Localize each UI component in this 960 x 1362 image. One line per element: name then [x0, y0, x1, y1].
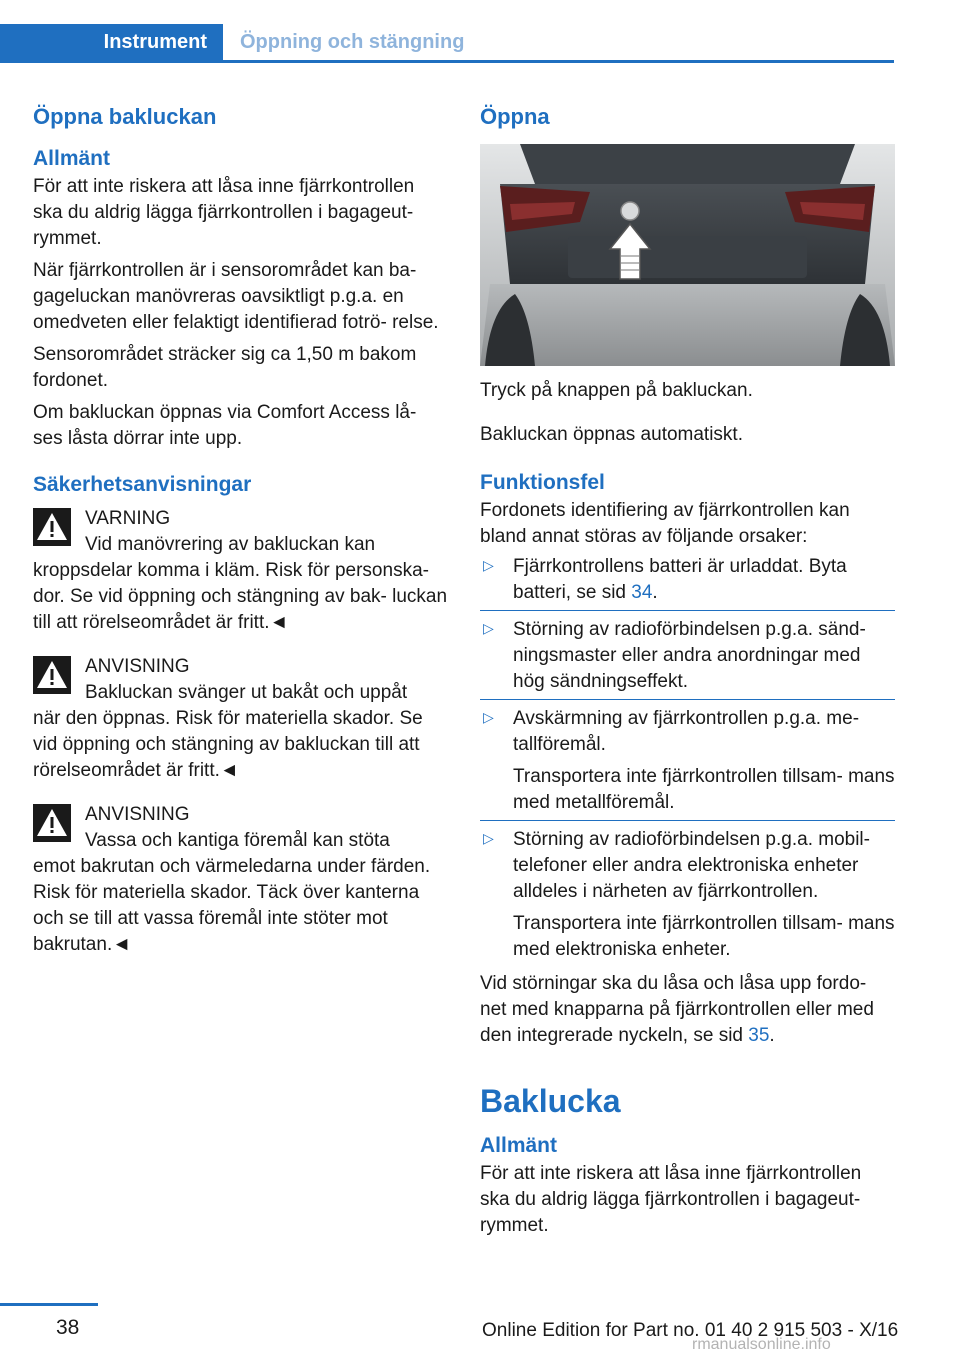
warning-block: [33, 506, 448, 636]
notice-block: [33, 802, 448, 958]
list-separator: [480, 610, 895, 611]
warning-text-line1: Vid manövrering av bakluckan kan: [85, 534, 376, 555]
bullet-triangle-icon: ▷: [483, 557, 494, 573]
header-bar: [0, 24, 894, 62]
tab-instrument[interactable]: Instrument: [0, 24, 223, 60]
list-item-text: Störning av radioförbindelsen p.g.a. mobil- telefoner eller andra elektroniska enheter alldeles i närheten av fjärrkontrollen.: [513, 829, 870, 902]
warning-triangle-icon: [33, 656, 71, 694]
tab-chapter[interactable]: Öppning och stängning: [240, 31, 465, 53]
paragraph: Tryck på knappen på bakluckan.: [480, 380, 753, 401]
notice-text: emot bakrutan och värmeledarna under färden. Risk för materiella skador. Täck över kanterna och se till att vassa föremål inte stöter mot bakrutan.◄: [33, 856, 431, 955]
list-separator: [480, 699, 895, 700]
paragraph: För att inte riskera att låsa inne fjärrkontrollen ska du aldrig lägga fjärrkontrollen i bagageut- rymmet.: [480, 1163, 862, 1236]
paragraph: För att inte riskera att låsa inne fjärrkontrollen ska du aldrig lägga fjärrkontrollen i bagageut- rymmet.: [33, 176, 415, 249]
subsection-title-general: Allmänt: [33, 147, 111, 170]
notice-label: ANVISNING: [85, 656, 190, 677]
list-item-text-main: Fjärrkontrollens batteri är urladdat. Byta batteri, se sid: [513, 556, 847, 603]
list-item: [480, 699, 895, 816]
subsection-title-general: Allmänt: [480, 1134, 558, 1157]
list-separator: [480, 820, 895, 821]
notice-text-line1: Vassa och kantiga föremål kan stöta: [85, 830, 390, 851]
right-column: [480, 100, 895, 1239]
list-item-text: Störning av radioförbindelsen p.g.a. sänd- ningsmaster eller andra anordningar med hög sändningseffekt.: [513, 619, 866, 692]
warning-text: kroppsdelar komma i kläm. Risk för personska- dor. Se vid öppning och stängning av bak- luckan till att rörelseområdet är fritt.◄: [33, 560, 448, 633]
subsection-title-malfunction: Funktionsfel: [480, 471, 605, 494]
bullet-triangle-icon: ▷: [483, 709, 494, 725]
notice-block: [33, 654, 448, 784]
list-item-text: Avskärmning av fjärrkontrollen p.g.a. me- tallföremål.: [513, 708, 860, 755]
list-item-text: [513, 554, 895, 606]
edition-text: Online Edition for Part no. 01 40 2 915 503 - X/16: [482, 1320, 899, 1341]
list-item-extra: Transportera inte fjärrkontrollen tillsam- mans med elektroniska enheter.: [513, 913, 895, 960]
list-item-text-after: .: [652, 582, 658, 603]
paragraph: Bakluckan öppnas automatiskt.: [480, 424, 743, 445]
left-column: [33, 100, 448, 958]
paragraph: [480, 971, 895, 1049]
list-item: [480, 554, 895, 606]
footer-rule: [0, 1303, 98, 1306]
notice-text: när den öppnas. Risk för materiella skador. Se vid öppning och stängning av bakluckan till att rörelseområdet är fritt.◄: [33, 708, 423, 781]
notice-text-line1: Bakluckan svänger ut bakåt och uppåt: [85, 682, 408, 703]
bullet-triangle-icon: ▷: [483, 830, 494, 846]
warning-label: VARNING: [85, 508, 171, 529]
tailgate-photo: [480, 144, 895, 366]
section-title-tailgate: Baklucka: [480, 1083, 621, 1119]
tailgate-illustration: [480, 144, 895, 366]
page-link[interactable]: 35: [748, 1025, 770, 1046]
list-item: [480, 820, 895, 963]
list-item-extra: Transportera inte fjärrkontrollen tillsam- mans med metallföremål.: [513, 766, 895, 813]
subsection-title-safety: Säkerhetsanvisningar: [33, 473, 252, 496]
list-item: [480, 610, 895, 695]
header-rule: [0, 60, 894, 63]
malfunction-list: [480, 554, 895, 963]
warning-triangle-icon: [33, 804, 71, 842]
section-title-open: Öppna: [480, 104, 550, 129]
page-number: 38: [56, 1316, 80, 1339]
watermark: rmanualsonline.info: [692, 1336, 831, 1353]
warning-triangle-icon: [33, 508, 71, 546]
paragraph-text: Vid störningar ska du låsa och låsa upp fordo- net med knapparna på fjärrkontrollen eller med den integrerade nyckeln, se sid: [480, 973, 874, 1046]
paragraph: Sensorområdet sträcker sig ca 1,50 m bakom fordonet.: [33, 344, 417, 391]
bullet-triangle-icon: ▷: [483, 620, 494, 636]
page-link[interactable]: 34: [631, 582, 653, 603]
section-title-open-tailgate: Öppna bakluckan: [33, 104, 217, 129]
paragraph: När fjärrkontrollen är i sensorområdet kan ba- gageluckan manövreras oavsiktligt p.g.a. en omedveten eller felaktigt identifierad fotrö- relse.: [33, 260, 439, 333]
paragraph: Fordonets identifiering av fjärrkontrollen kan bland annat störas av följande orsaker:: [480, 500, 850, 547]
paragraph-text-after: .: [769, 1025, 775, 1046]
notice-label: ANVISNING: [85, 804, 190, 825]
paragraph: Om bakluckan öppnas via Comfort Access lå- ses låsta dörrar inte upp.: [33, 402, 417, 449]
